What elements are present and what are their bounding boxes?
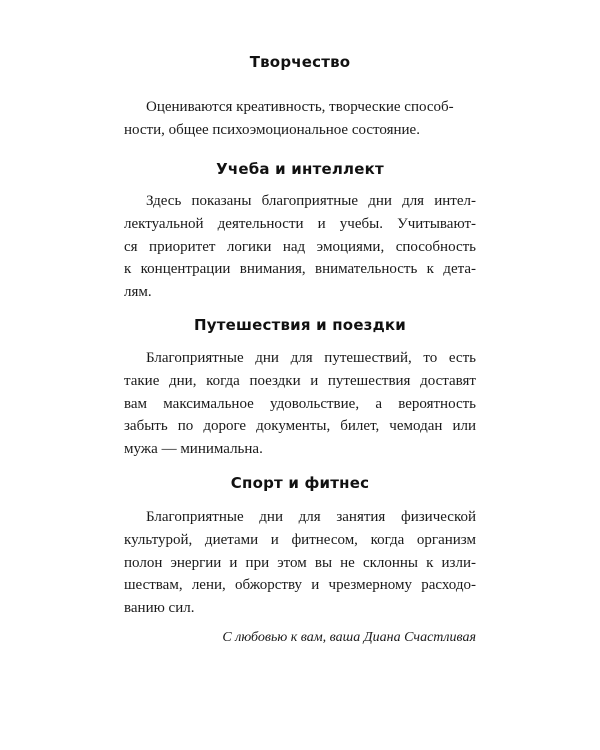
text-line: лектуальной деятельности и учебы. Учитывают-	[124, 215, 476, 232]
section-heading: Спорт и фитнес	[230, 474, 370, 492]
signature: С любовью к вам, ваша Диана Счастливая	[222, 630, 476, 645]
text-line: лям.	[124, 284, 152, 301]
text-line: ванию сил.	[124, 600, 195, 617]
section-sport	[124, 474, 476, 492]
text-line: ности, общее психоэмоциональное состояние.	[124, 121, 420, 138]
section-creativity-text	[124, 96, 476, 142]
text-line: культурой, диетами и фитнесом, когда организм	[124, 531, 476, 548]
section-heading: Учеба и интеллект	[216, 160, 384, 178]
text-line: Благоприятные дни для путешествий, то есть	[146, 350, 476, 366]
section-sport-text	[124, 506, 476, 620]
section-travel	[124, 316, 476, 334]
section-heading: Творчество	[249, 53, 351, 71]
section-study	[124, 160, 476, 178]
text-line: шествам, лени, обжорству и чрезмерному расходо-	[124, 577, 476, 594]
text-line: вам максимальное удовольствие, а вероятность	[124, 395, 476, 412]
text-line: к концентрации внимания, внимательность к дета-	[124, 261, 476, 278]
text-line: мужа — минимальна.	[124, 441, 263, 458]
section-travel-text	[124, 347, 476, 461]
text-line: забыть по дороге документы, билет, чемодан или	[124, 418, 476, 435]
section-creativity	[124, 53, 476, 71]
text-line: ся приоритет логики над эмоциями, способность	[124, 238, 476, 255]
text-line: Благоприятные дни для занятия физической	[146, 509, 476, 525]
section-heading: Путешествия и поездки	[193, 316, 407, 334]
section-study-text	[124, 190, 476, 304]
text-line: полон энергии и при этом вы не склонны к изли-	[124, 554, 476, 571]
text-line: Здесь показаны благоприятные дни для интел-	[146, 193, 476, 209]
text-line: такие дни, когда поездки и путешествия доставят	[124, 372, 476, 389]
text-line: Оцениваются креативность, творческие способ-	[146, 99, 454, 115]
